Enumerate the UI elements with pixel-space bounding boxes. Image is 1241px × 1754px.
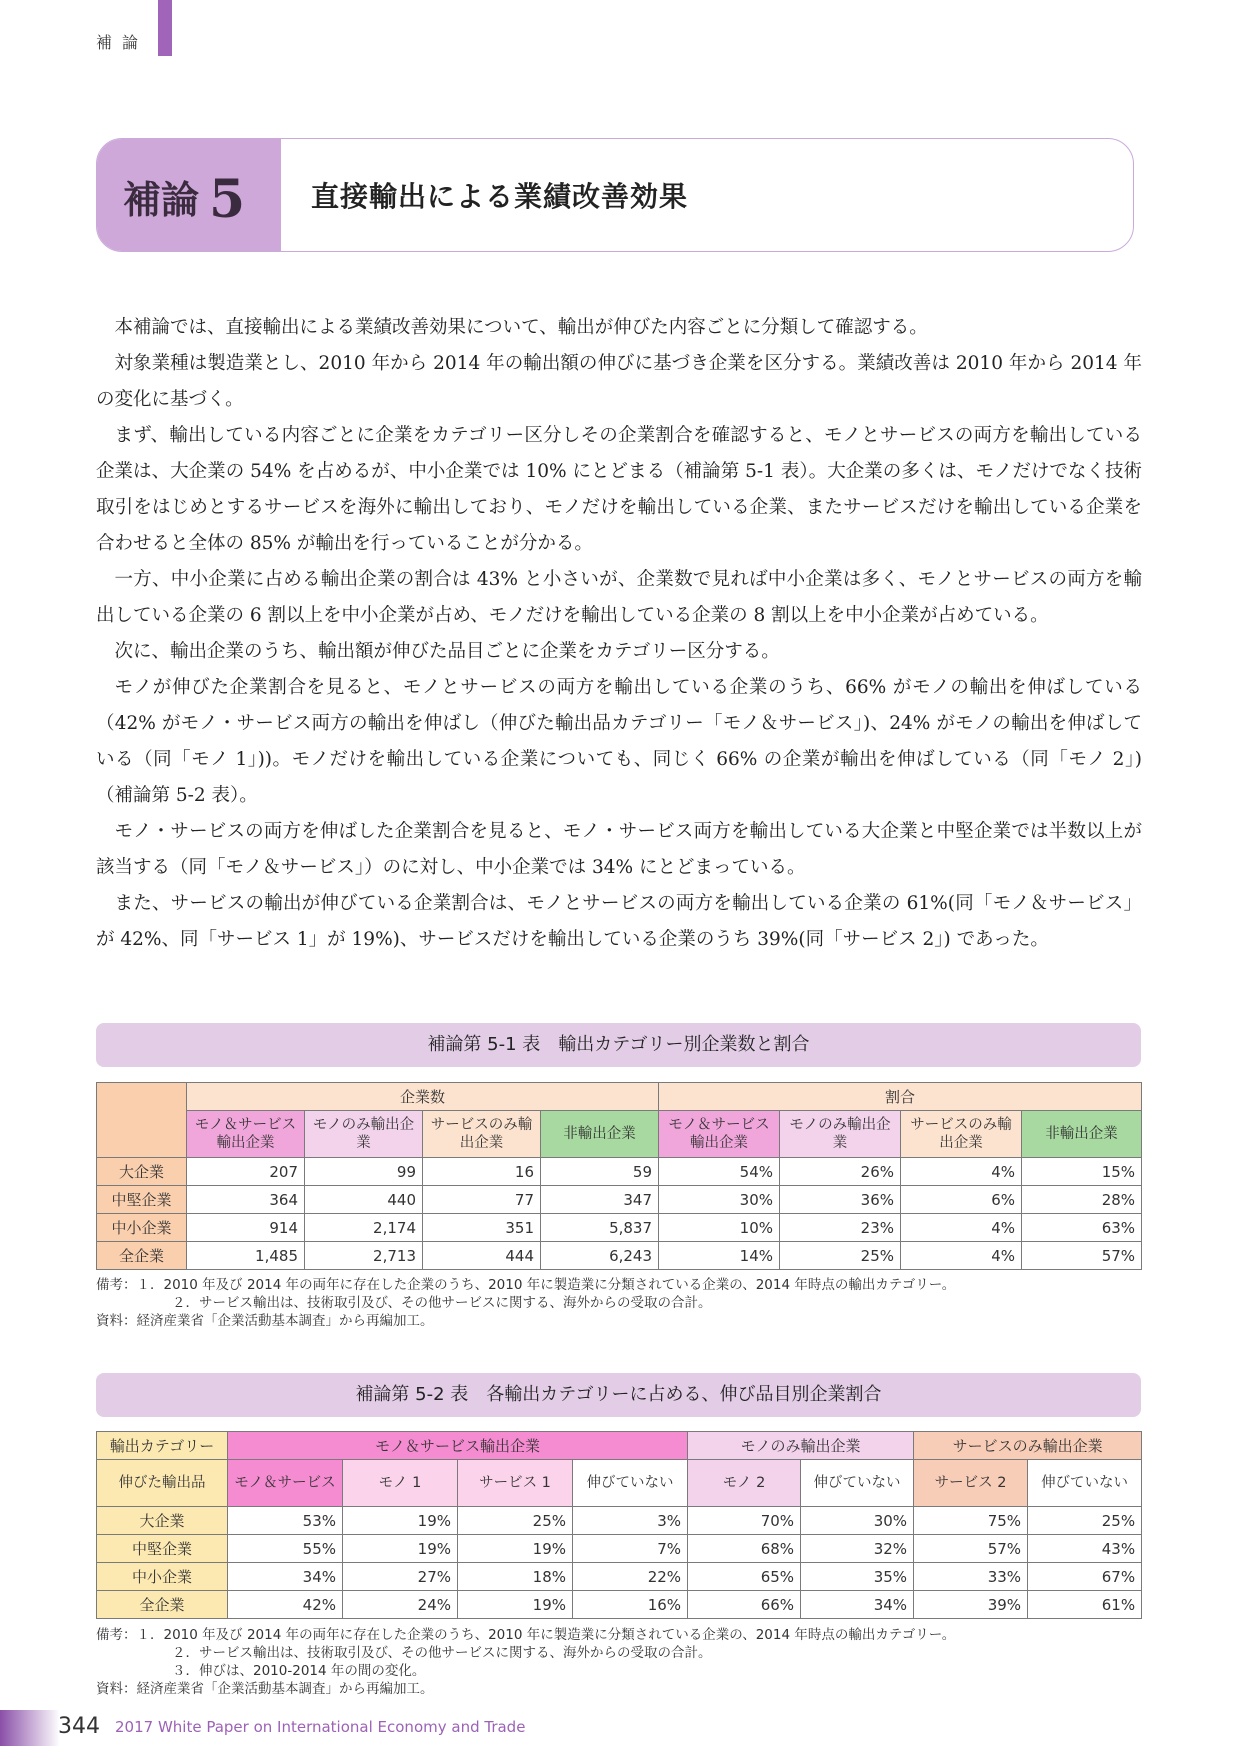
table-row	[97, 1591, 1142, 1619]
table1-group-count: 企業数	[187, 1083, 659, 1111]
table1-note: 備考：１．2010 年及び 2014 年の両年に存在した企業のうち、2010 年に製造業に分類されている企業の、2014 年時点の輸出カテゴリー。	[96, 1277, 956, 1293]
table2	[96, 1431, 1142, 1619]
table-cell: 22%	[573, 1563, 688, 1591]
row-label: 大企業	[97, 1158, 187, 1186]
table-row	[97, 1242, 1142, 1270]
table-cell: 24%	[343, 1591, 458, 1619]
table-cell: 53%	[228, 1507, 343, 1535]
table1-corner	[97, 1083, 187, 1158]
table2-header-category: 輸出カテゴリー	[97, 1432, 228, 1460]
table2-sub-services2: サービス 2	[914, 1460, 1028, 1507]
table-cell: 16%	[573, 1591, 688, 1619]
footer-gradient	[0, 1710, 60, 1746]
running-header: 補論	[96, 33, 149, 52]
paragraph: モノが伸びた企業割合を見ると、モノとサービスの両方を輸出している企業のうち、66% がモノの輸出を伸ばしている（42% がモノ・サービス両方の輸出を伸ばし（伸びた輸出品カテゴリー「モノ＆サービス」)、24% がモノの輸出を伸ばしている（同「モノ 1」))。モノだけを輸出している企業についても、同じく 66% の企業が輸出を伸ばしている（同「モノ 2」)（補論第 5-2 表）。	[96, 677, 1142, 806]
table-row	[97, 1186, 1142, 1214]
table1-col-non-export: 非輸出企業	[1022, 1111, 1142, 1158]
table1-col-goods-services: モノ＆サービス輸出企業	[659, 1111, 780, 1158]
table-cell: 440	[305, 1186, 423, 1214]
table-cell: 28%	[1022, 1186, 1142, 1214]
table1-note: ２．サービス輸出は、技術取引及び、その他サービスに関する、海外からの受取の合計。	[172, 1295, 712, 1311]
table-cell: 444	[423, 1242, 541, 1270]
table-cell: 70%	[688, 1507, 801, 1535]
table-cell: 57%	[1022, 1242, 1142, 1270]
table-cell: 30%	[659, 1186, 780, 1214]
table2-note: ３．伸びは、2010-2014 年の間の変化。	[172, 1663, 426, 1679]
table-cell: 34%	[228, 1563, 343, 1591]
table-cell: 25%	[458, 1507, 573, 1535]
table2-sub-goods1: モノ 1	[343, 1460, 458, 1507]
table-cell: 4%	[901, 1214, 1022, 1242]
table-cell: 66%	[688, 1591, 801, 1619]
table-cell: 54%	[659, 1158, 780, 1186]
table2-note: ２．サービス輸出は、技術取引及び、その他サービスに関する、海外からの受取の合計。	[172, 1645, 712, 1661]
table2-sub-not-grown: 伸びていない	[573, 1460, 688, 1507]
table2-sub-services1: サービス 1	[458, 1460, 573, 1507]
table2-group-goods-only: モノのみ輸出企業	[688, 1432, 914, 1460]
table-cell: 6,243	[541, 1242, 659, 1270]
table-cell: 4%	[901, 1158, 1022, 1186]
table-cell: 75%	[914, 1507, 1028, 1535]
table-cell: 4%	[901, 1242, 1022, 1270]
table-row	[97, 1535, 1142, 1563]
row-label: 中堅企業	[97, 1535, 228, 1563]
table-cell: 19%	[343, 1535, 458, 1563]
table-cell: 25%	[780, 1242, 901, 1270]
table-cell: 18%	[458, 1563, 573, 1591]
table-cell: 39%	[914, 1591, 1028, 1619]
table2-title: 補論第 5-2 表 各輸出カテゴリーに占める、伸び品目別企業割合	[96, 1373, 1141, 1417]
table-cell: 65%	[688, 1563, 801, 1591]
table1-title: 補論第 5-1 表 輸出カテゴリー別企業数と割合	[96, 1023, 1141, 1067]
row-label: 中小企業	[97, 1214, 187, 1242]
table-cell: 36%	[780, 1186, 901, 1214]
paragraph: 対象業種は製造業とし、2010 年から 2014 年の輸出額の伸びに基づき企業を区分する。業績改善は 2010 年から 2014 年の変化に基づく。	[96, 353, 1142, 410]
table-cell: 207	[187, 1158, 305, 1186]
table2-sub-goods-services: モノ＆サービス	[228, 1460, 343, 1507]
table-cell: 351	[423, 1214, 541, 1242]
section-title: 直接輸出による業績改善効果	[311, 180, 689, 213]
table-cell: 25%	[1028, 1507, 1142, 1535]
table2-group-goods-services: モノ＆サービス輸出企業	[228, 1432, 688, 1460]
table-cell: 32%	[801, 1535, 914, 1563]
table-cell: 99	[305, 1158, 423, 1186]
table-row	[97, 1214, 1142, 1242]
table-cell: 364	[187, 1186, 305, 1214]
table2-sub-goods2: モノ 2	[688, 1460, 801, 1507]
section-title-box	[96, 138, 1134, 252]
row-label: 中小企業	[97, 1563, 228, 1591]
table1-col-goods-only: モノのみ輸出企業	[305, 1111, 423, 1158]
paragraph: 本補論では、直接輸出による業績改善効果について、輸出が伸びた内容ごとに分類して確認する。	[114, 317, 928, 338]
table-cell: 59	[541, 1158, 659, 1186]
table-cell: 10%	[659, 1214, 780, 1242]
table-cell: 19%	[458, 1535, 573, 1563]
section-number: 5	[209, 169, 246, 230]
table1-source: 資料：経済産業省「企業活動基本調査」から再編加工。	[96, 1313, 434, 1329]
table-cell: 2,174	[305, 1214, 423, 1242]
page-number: 344	[58, 1714, 100, 1739]
paragraph: まず、輸出している内容ごとに企業をカテゴリー区分しその企業割合を確認すると、モノとサービスの両方を輸出している企業は、大企業の 54% を占めるが、中小企業では 10% にとどまる（補論第 5-1 表）。大企業の多くは、モノだけでなく技術取引をはじめとするサービスを海外に輸出しており、モノだけを輸出している企業、またサービスだけを輸出している企業を合わせると全体の 85% が輸出を行っていることが分かる。	[96, 425, 1142, 554]
table-cell: 5,837	[541, 1214, 659, 1242]
row-label: 大企業	[97, 1507, 228, 1535]
table1-col-goods-services: モノ＆サービス輸出企業	[187, 1111, 305, 1158]
paragraph: モノ・サービスの両方を伸ばした企業割合を見ると、モノ・サービス両方を輸出している大企業と中堅企業では半数以上が該当する（同「モノ＆サービス」）のに対し、中小企業では 34% にとどまっている。	[96, 821, 1142, 878]
paragraph: また、サービスの輸出が伸びている企業割合は、モノとサービスの両方を輸出している企業の 61%(同「モノ＆サービス」が 42%、同「サービス 1」が 19%)、サービスだけを輸出している企業のうち 39%(同「サービス 2」) であった。	[96, 893, 1142, 950]
section-tab-label: 補論	[123, 177, 200, 222]
table-cell: 27%	[343, 1563, 458, 1591]
table2-source: 資料：経済産業省「企業活動基本調査」から再編加工。	[96, 1681, 434, 1697]
table-cell: 77	[423, 1186, 541, 1214]
table-cell: 55%	[228, 1535, 343, 1563]
table-cell: 33%	[914, 1563, 1028, 1591]
table-cell: 43%	[1028, 1535, 1142, 1563]
table1-col-non-export: 非輸出企業	[541, 1111, 659, 1158]
table-cell: 23%	[780, 1214, 901, 1242]
row-label: 全企業	[97, 1242, 187, 1270]
table-cell: 15%	[1022, 1158, 1142, 1186]
table2-group-services-only: サービスのみ輸出企業	[914, 1432, 1142, 1460]
table-row	[97, 1563, 1142, 1591]
table-cell: 34%	[801, 1591, 914, 1619]
table-cell: 67%	[1028, 1563, 1142, 1591]
table-cell: 914	[187, 1214, 305, 1242]
table-cell: 3%	[573, 1507, 688, 1535]
table-cell: 347	[541, 1186, 659, 1214]
footer-publication: 2017 White Paper on International Economy and Trade	[115, 1718, 526, 1736]
paragraph: 次に、輸出企業のうち、輸出額が伸びた品目ごとに企業をカテゴリー区分する。	[114, 641, 780, 662]
table-cell: 30%	[801, 1507, 914, 1535]
table-cell: 26%	[780, 1158, 901, 1186]
paragraph: 一方、中小企業に占める輸出企業の割合は 43% と小さいが、企業数で見れば中小企業は多く、モノとサービスの両方を輸出している企業の 6 割以上を中小企業が占め、モノだけを輸出している企業の 8 割以上を中小企業が占めている。	[96, 569, 1142, 626]
table-cell: 2,713	[305, 1242, 423, 1270]
table2-note: 備考：１．2010 年及び 2014 年の両年に存在した企業のうち、2010 年に製造業に分類されている企業の、2014 年時点の輸出カテゴリー。	[96, 1627, 956, 1643]
header-accent-bar	[158, 0, 172, 56]
table1-col-services-only: サービスのみ輸出企業	[901, 1111, 1022, 1158]
table-cell: 1,485	[187, 1242, 305, 1270]
row-label: 全企業	[97, 1591, 228, 1619]
table-cell: 6%	[901, 1186, 1022, 1214]
table-cell: 63%	[1022, 1214, 1142, 1242]
table-cell: 14%	[659, 1242, 780, 1270]
table1-col-services-only: サービスのみ輸出企業	[423, 1111, 541, 1158]
body-text	[96, 310, 1142, 958]
table-row	[97, 1158, 1142, 1186]
table-row	[97, 1507, 1142, 1535]
table1-group-ratio: 割合	[659, 1083, 1142, 1111]
section-tab	[97, 139, 281, 251]
table1	[96, 1082, 1142, 1270]
table2-sub-not-grown: 伸びていない	[1028, 1460, 1142, 1507]
table-cell: 68%	[688, 1535, 801, 1563]
table-cell: 19%	[458, 1591, 573, 1619]
table-cell: 42%	[228, 1591, 343, 1619]
table-cell: 57%	[914, 1535, 1028, 1563]
row-label: 中堅企業	[97, 1186, 187, 1214]
table2-sub-not-grown: 伸びていない	[801, 1460, 914, 1507]
table-cell: 35%	[801, 1563, 914, 1591]
table-cell: 19%	[343, 1507, 458, 1535]
table-cell: 7%	[573, 1535, 688, 1563]
table-cell: 61%	[1028, 1591, 1142, 1619]
table-cell: 16	[423, 1158, 541, 1186]
table1-col-goods-only: モノのみ輸出企業	[780, 1111, 901, 1158]
table2-header-grown: 伸びた輸出品	[97, 1460, 228, 1507]
